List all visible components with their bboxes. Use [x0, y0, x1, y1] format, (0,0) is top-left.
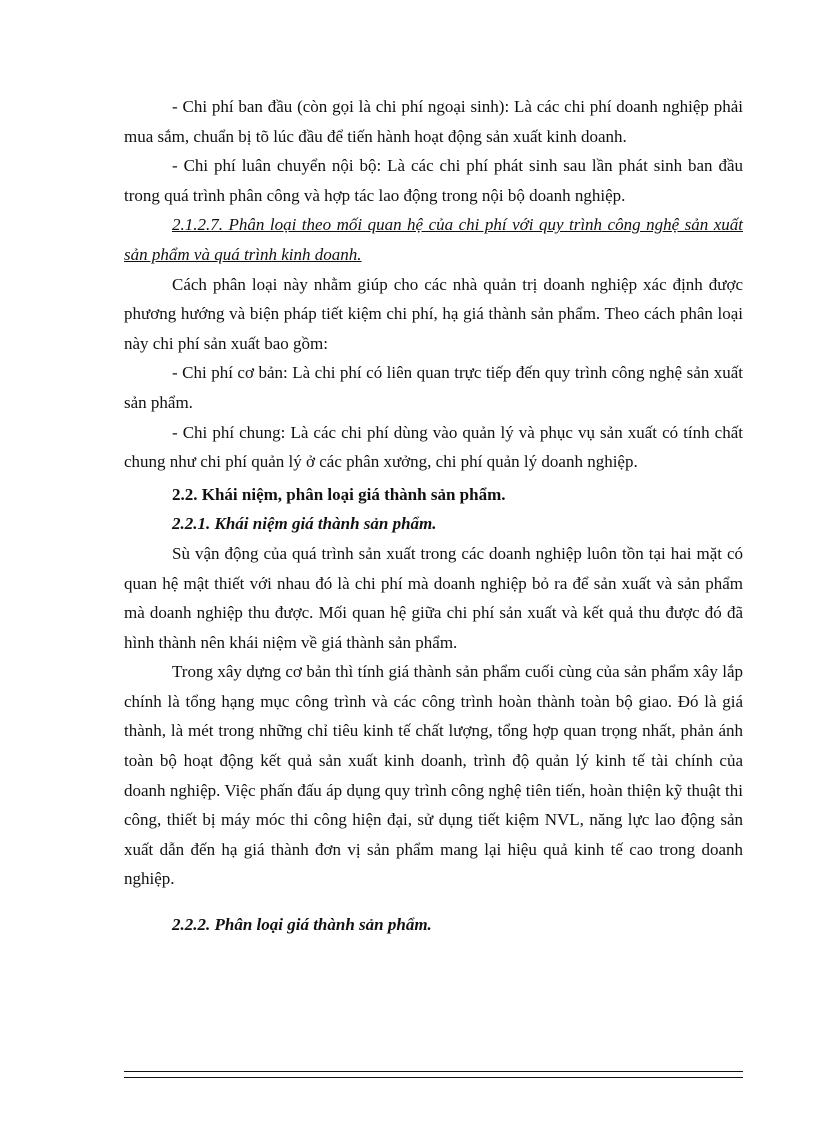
paragraph-basic-costs: - Chi phí cơ bản: Là chi phí có liên quan trực tiếp đến quy trình công nghệ sản xuất sản phẩm.: [124, 363, 743, 412]
spacer: [124, 894, 743, 910]
paragraph-classification-purpose: Cách phân loại này nhằm giúp cho các nhà quản trị doanh nghiệp xác định được phương hướng và biện pháp tiết kiệm chi phí, hạ giá thành sản phẩm. Theo cách phân loại này chi phí sản xuất bao gồm:: [124, 274, 743, 353]
heading-2-2-1: 2.2.1. Khái niệm giá thành sản phẩm.: [172, 514, 437, 534]
heading-2-2-2: 2.2.2. Phân loại giá thành sản phẩm.: [172, 915, 432, 935]
paragraph-construction-cost: Trong xây dựng cơ bản thì tính giá thành sản phẩm cuối cùng của sản phẩm xây lắp chính là tổng hạng mục công trình và các công trình hoàn thành toàn bộ giao. Đó là giá thành, là mét trong những chỉ tiêu kinh tế chất lượng, tổng hợp quan trọng nhất, phản ánh toàn bộ hoạt động kết quả sản xuất kinh doanh, trình độ quản lý kinh tế tài chính của doanh nghiệp. Việc phấn đấu áp dụng quy trình công nghệ tiên tiến, hoàn thiện kỹ thuật thi công, thiết bị máy móc thi công hiện đại, sử dụng tiết kiệm NVL, năng lực lao động sản xuất dẫn đến hạ giá thành đơn vị sản phẩm mang lại hiệu quả kinh tế cao trong doanh nghiệp.: [124, 662, 743, 889]
document-page: [124, 92, 743, 940]
paragraph-general-costs: - Chi phí chung: Là các chi phí dùng vào quản lý và phục vụ sản xuất có tính chất chung như chi phí quản lý ở các phân xưởng, chi phí quản lý doanh nghiệp.: [124, 422, 743, 472]
paragraph-internal-costs: - Chi phí luân chuyển nội bộ: Là các chi phí phát sinh sau lần phát sinh ban đầu trong quá trình phân công và hợp tác lao động trong nội bộ doanh nghiệp.: [124, 156, 743, 205]
paragraph-production-process: Sù vận động của quá trình sản xuất trong các doanh nghiệp luôn tồn tại hai mặt có quan hệ mật thiết với nhau đó là chi phí mà doanh nghiệp bỏ ra để sản xuất và sản phẩm mà doanh nghiệp thu được. Mối quan hệ giữa chi phí sản xuất và kết quả thu được đó đã hình thành nên khái niệm về giá thành sản phẩm.: [124, 543, 743, 652]
heading-2-2: 2.2. Khái niệm, phân loại giá thành sản phẩm.: [172, 484, 506, 504]
heading-2-1-2-7: 2.1.2.7. Phân loại theo mối quan hệ của chi phí với quy trình công nghệ sản xuất sản phẩm và quá trình kinh doanh.: [124, 215, 743, 264]
footer-double-rule: [124, 1071, 743, 1078]
paragraph-initial-costs: - Chi phí ban đầu (còn gọi là chi phí ngoại sinh): Là các chi phí doanh nghiệp phải mua sắm, chuẩn bị tõ lúc đầu để tiến hành hoạt động sản xuất kinh doanh.: [124, 97, 743, 146]
